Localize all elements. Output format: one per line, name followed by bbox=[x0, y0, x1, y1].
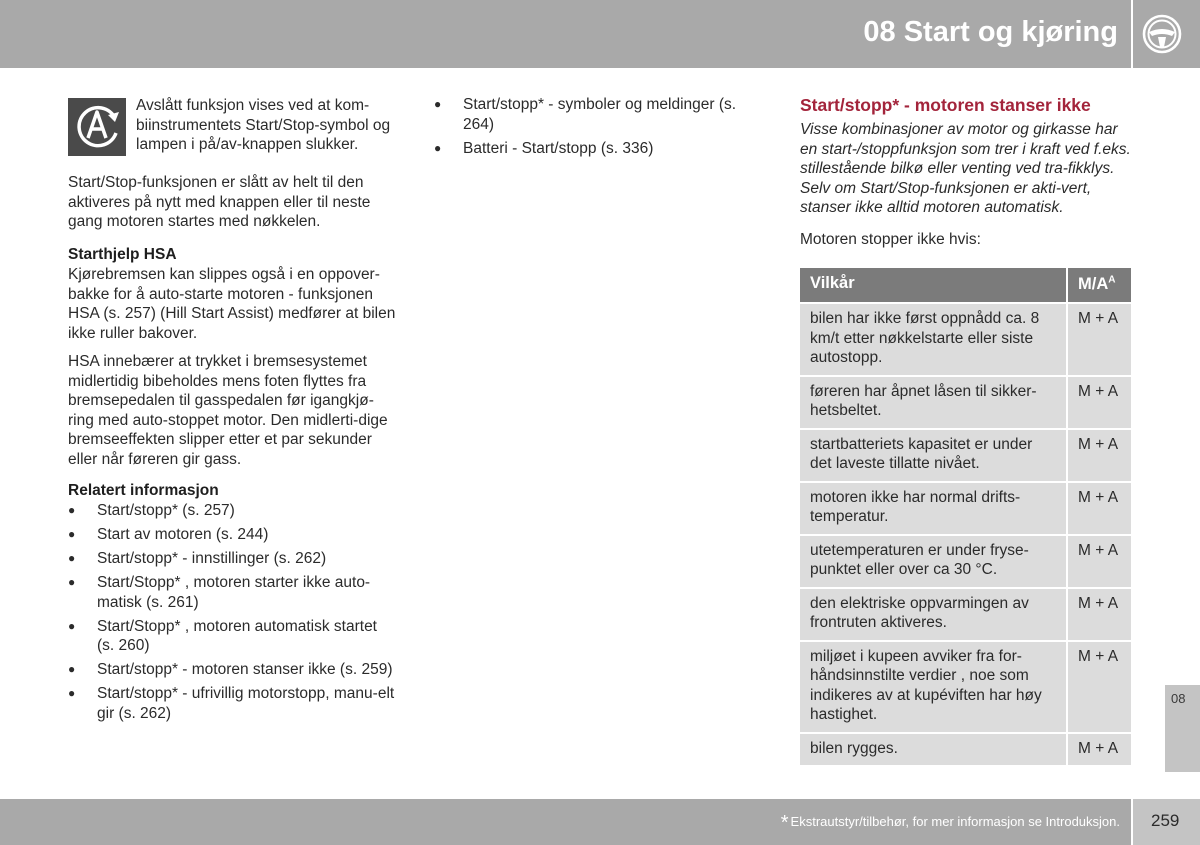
condition-cell: startbatteriets kapasitet er under det laveste tillatte nivået. bbox=[800, 430, 1066, 481]
related-link[interactable]: ● Start/stopp* - motoren stanser ikke (s. 259) bbox=[68, 660, 398, 680]
table-row bbox=[800, 536, 1131, 587]
table-row bbox=[800, 734, 1131, 766]
ma-cell: M + A bbox=[1068, 377, 1131, 428]
paragraph-deactivated: Start/Stop-funksjonen er slått av helt til den aktiveres på nytt med knappen eller til neste gang motoren startes med nøkkelen. bbox=[68, 174, 371, 230]
ma-cell: M + A bbox=[1068, 642, 1131, 732]
related-link[interactable]: ● Batteri - Start/stopp (s. 336) bbox=[434, 139, 764, 159]
column-header-ma-sup: A bbox=[1108, 274, 1116, 286]
condition-cell: bilen har ikke først oppnådd ca. 8 km/t etter nøkkelstarte eller siste autostopp. bbox=[800, 304, 1066, 375]
ma-cell: M + A bbox=[1068, 589, 1131, 640]
conditions-table bbox=[800, 268, 1131, 767]
table-header bbox=[800, 268, 1131, 302]
column-header-ma bbox=[1068, 268, 1131, 302]
section-title: Start/stopp* - motoren stanser ikke bbox=[800, 95, 1091, 115]
page-number: 259 bbox=[1151, 811, 1180, 830]
related-link[interactable]: ● Start av motoren (s. 244) bbox=[68, 525, 398, 545]
steering-wheel-icon bbox=[1142, 14, 1182, 54]
asterisk-mark: * bbox=[780, 812, 789, 834]
column-header-ma-label: M/A bbox=[1078, 275, 1109, 293]
related-link[interactable]: ● Start/Stopp* , motoren automatisk startet (s. 260) bbox=[68, 617, 398, 656]
chapter-title: 08 Start og kjøring bbox=[863, 16, 1118, 48]
chapter-side-tab[interactable]: 08 bbox=[1165, 685, 1200, 772]
hsa-heading: Starthjelp HSA bbox=[68, 246, 177, 263]
table-row bbox=[800, 377, 1131, 428]
footer-note bbox=[781, 812, 1120, 833]
icon-description: Avslått funksjon vises ved at kom-biinstrumentets Start/Stop-symbol og lampen i på/av-knappen slukker. bbox=[136, 97, 391, 153]
ma-cell: M + A bbox=[1068, 483, 1131, 534]
column-header-condition: Vilkår bbox=[800, 268, 1066, 302]
related-link[interactable]: ● Start/stopp* - ufrivillig motorstopp, manu-elt gir (s. 262) bbox=[68, 684, 398, 723]
ma-cell: M + A bbox=[1068, 304, 1131, 375]
ma-cell: M + A bbox=[1068, 536, 1131, 587]
related-link[interactable]: ● Start/Stopp* , motoren starter ikke auto-matisk (s. 261) bbox=[68, 573, 398, 612]
condition-cell: utetemperaturen er under fryse-punktet eller over ca 30 °C. bbox=[800, 536, 1066, 587]
related-link[interactable]: ● Start/stopp* (s. 257) bbox=[68, 501, 398, 521]
hsa-paragraph-1: Kjørebremsen kan slippes også i en oppover-bakke for å auto-starte motoren - funksjonen HSA (s. 257) (Hill Start Assist) medfører at bilen ikke ruller bakover. bbox=[68, 266, 396, 342]
table-row bbox=[800, 483, 1131, 534]
condition-cell: miljøet i kupeen avviker fra for-håndsinnstilte verdier , noe som indikeres av at kupéviften har høy hastighet. bbox=[800, 642, 1066, 732]
related-link[interactable]: ● Start/stopp* - symboler og meldinger (s. 264) bbox=[434, 95, 764, 134]
hsa-paragraph-2: HSA innebærer at trykket i bremsesystemet midlertidig bibeholdes mens foten flyttes fra bremsepedalen til gasspedalen før igangkjø-ring med auto-stoppet motor. Den midlerti-dige bremseeffekten slipper etter et par sekunder eller når føreren gir gass. bbox=[68, 353, 388, 468]
related-list-continued bbox=[434, 95, 764, 163]
related-link[interactable]: ● Start/stopp* - innstillinger (s. 262) bbox=[68, 549, 398, 569]
section-intro: Visse kombinasjoner av motor og girkasse har en start-/stoppfunksjon som trer i kraft ved f.eks. stillestående bilkø eller venting ved tra-fikklys. Selv om Start/Stop-funksjonen er akti-vert, stanser ikke alltid motoren automatisk. bbox=[800, 121, 1131, 216]
condition-cell: føreren har åpnet låsen til sikker-hetsbeltet. bbox=[800, 377, 1066, 428]
table-row bbox=[800, 304, 1131, 375]
related-list bbox=[68, 501, 398, 728]
condition-cell: motoren ikke har normal drifts-temperatur. bbox=[800, 483, 1066, 534]
table-row bbox=[800, 589, 1131, 640]
ma-cell: M + A bbox=[1068, 430, 1131, 481]
related-heading: Relatert informasjon bbox=[68, 482, 219, 499]
stops-lead-text: Motoren stopper ikke hvis: bbox=[800, 231, 981, 248]
table-row bbox=[800, 642, 1131, 732]
auto-start-stop-icon bbox=[68, 98, 126, 156]
condition-cell: den elektriske oppvarmingen av frontruten aktiveres. bbox=[800, 589, 1066, 640]
ma-cell: M + A bbox=[1068, 734, 1131, 766]
footer-note-text: Ekstrautstyr/tilbehør, for mer informasjon se Introduksjon. bbox=[790, 814, 1120, 829]
table-row bbox=[800, 430, 1131, 481]
condition-cell: bilen rygges. bbox=[800, 734, 1066, 766]
